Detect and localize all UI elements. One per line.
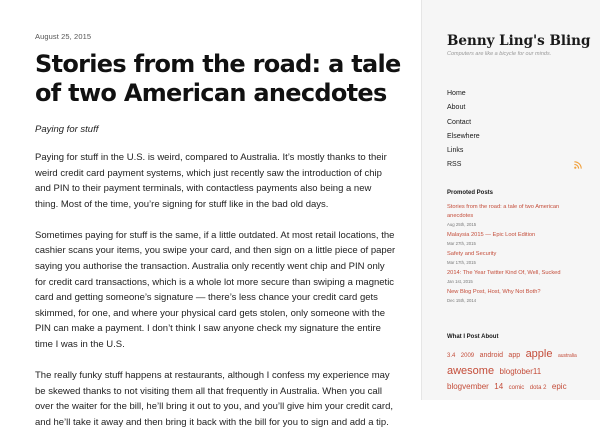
promoted-post-link[interactable]: 2014: The Year Twitter Kind Of, Well, Sucked: [447, 270, 561, 276]
promoted-post: [447, 231, 587, 247]
post-paragraph: Paying for stuff in the U.S. is weird, compared to Australia. It’s mostly thanks to their weird credit card payment systems, which just recently saw the introduction of chip and PIN to their payment terminals, with contactless payments also being a new thing. Most of the time, you’re signing for stuff like in the bad old days.: [35, 152, 387, 210]
tag-link[interactable]: android: [479, 352, 503, 359]
promoted-post-link[interactable]: Safety and Security: [447, 251, 497, 257]
nav-item-contact[interactable]: Contact: [447, 118, 472, 126]
nav-item-rss-label: RSS: [447, 161, 462, 169]
nav-item-rss[interactable]: [447, 158, 582, 172]
sidebar: [421, 0, 600, 400]
tag-link[interactable]: 14: [494, 382, 504, 391]
promoted-post: [447, 269, 587, 285]
tag-cloud-heading: What I Post About: [447, 334, 499, 340]
post-title[interactable]: Stories from the road: a tale of two American anecdotes: [35, 50, 401, 107]
tag-link[interactable]: awesome: [447, 365, 495, 377]
tag-link[interactable]: blogtober11: [499, 367, 542, 376]
promoted-post-date: Jan 1st, 2015: [447, 279, 473, 284]
tag-link[interactable]: dota 2: [529, 385, 547, 391]
site-tagline: Computers are like a bicycle for our minds.: [447, 51, 552, 57]
tag-link[interactable]: epic: [551, 382, 567, 391]
site-title[interactable]: Benny Ling's Bling: [447, 33, 591, 49]
tag-link[interactable]: blogvember: [447, 382, 489, 391]
post-paragraph: The really funky stuff happens at restaurants, although I confess my experience may be skewed thanks to not visiting them all that frequently in Australia. When you call over the waiter for the bill, he’ll bring it out to you, and you’ll give him your credit card, and he’ll take it away and then bring it back with the bill for you to sign and add a tip.: [35, 370, 394, 428]
promoted-post-date: Aug 25th, 2015: [447, 222, 477, 227]
promoted-post-link[interactable]: Malaysia 2015 — Epic Loot Edition: [447, 232, 536, 238]
promoted-post-link[interactable]: Stories from the road: a tale of two American anecdotes: [447, 204, 560, 219]
tag-link[interactable]: comic: [508, 385, 525, 391]
promoted-posts: [447, 203, 587, 307]
promoted-post: [447, 288, 587, 304]
promoted-post-date: Mar 27th, 2015: [447, 241, 476, 246]
nav-item-about[interactable]: About: [447, 104, 466, 112]
rss-icon[interactable]: [574, 161, 582, 169]
post-subheading: Paying for stuff: [35, 124, 99, 135]
tag-link[interactable]: 2009: [460, 353, 475, 359]
post-paragraph: Sometimes paying for stuff is the same, if a little outdated. At most retail locations, the cashier scans your items, you swipe your card, and then sign on a little piece of paper saying you authorise the transaction. Australia only recently went chip and PIN only for credit card transactions, which is a whole lot more secure than swiping a magnetic card and getting someone’s signature — there’s less chance your credit card gets skimmed, for one, and where your physical card gets stolen, only someone with the PIN can make a payment. I don’t think I saw anyone check my signature the entire time I was in the U.S.: [35, 229, 396, 351]
promoted-post: [447, 203, 587, 228]
tag-link[interactable]: app: [508, 352, 521, 359]
nav-item-home[interactable]: Home: [447, 90, 466, 97]
article: [35, 0, 405, 428]
promoted-post-date: Dec 15th, 2014: [447, 298, 477, 303]
promoted-posts-heading: Promoted Posts: [447, 190, 494, 196]
promoted-post-link[interactable]: New Blog Post, Host, Why Not Both?: [447, 289, 541, 295]
tag-link[interactable]: australia: [557, 353, 577, 359]
post-body: [35, 150, 397, 446]
promoted-post-date: Mar 17th, 2015: [447, 260, 476, 265]
nav-item-links[interactable]: Links: [447, 147, 464, 155]
nav-item-elsewhere[interactable]: Elsewhere: [447, 132, 480, 140]
tag-link[interactable]: 3.4: [447, 353, 456, 359]
site-nav: [447, 87, 582, 173]
tag-link[interactable]: apple: [525, 348, 553, 360]
tag-cloud: [447, 346, 587, 395]
promoted-post: [447, 250, 587, 266]
post-date[interactable]: August 25, 2015: [35, 32, 92, 41]
